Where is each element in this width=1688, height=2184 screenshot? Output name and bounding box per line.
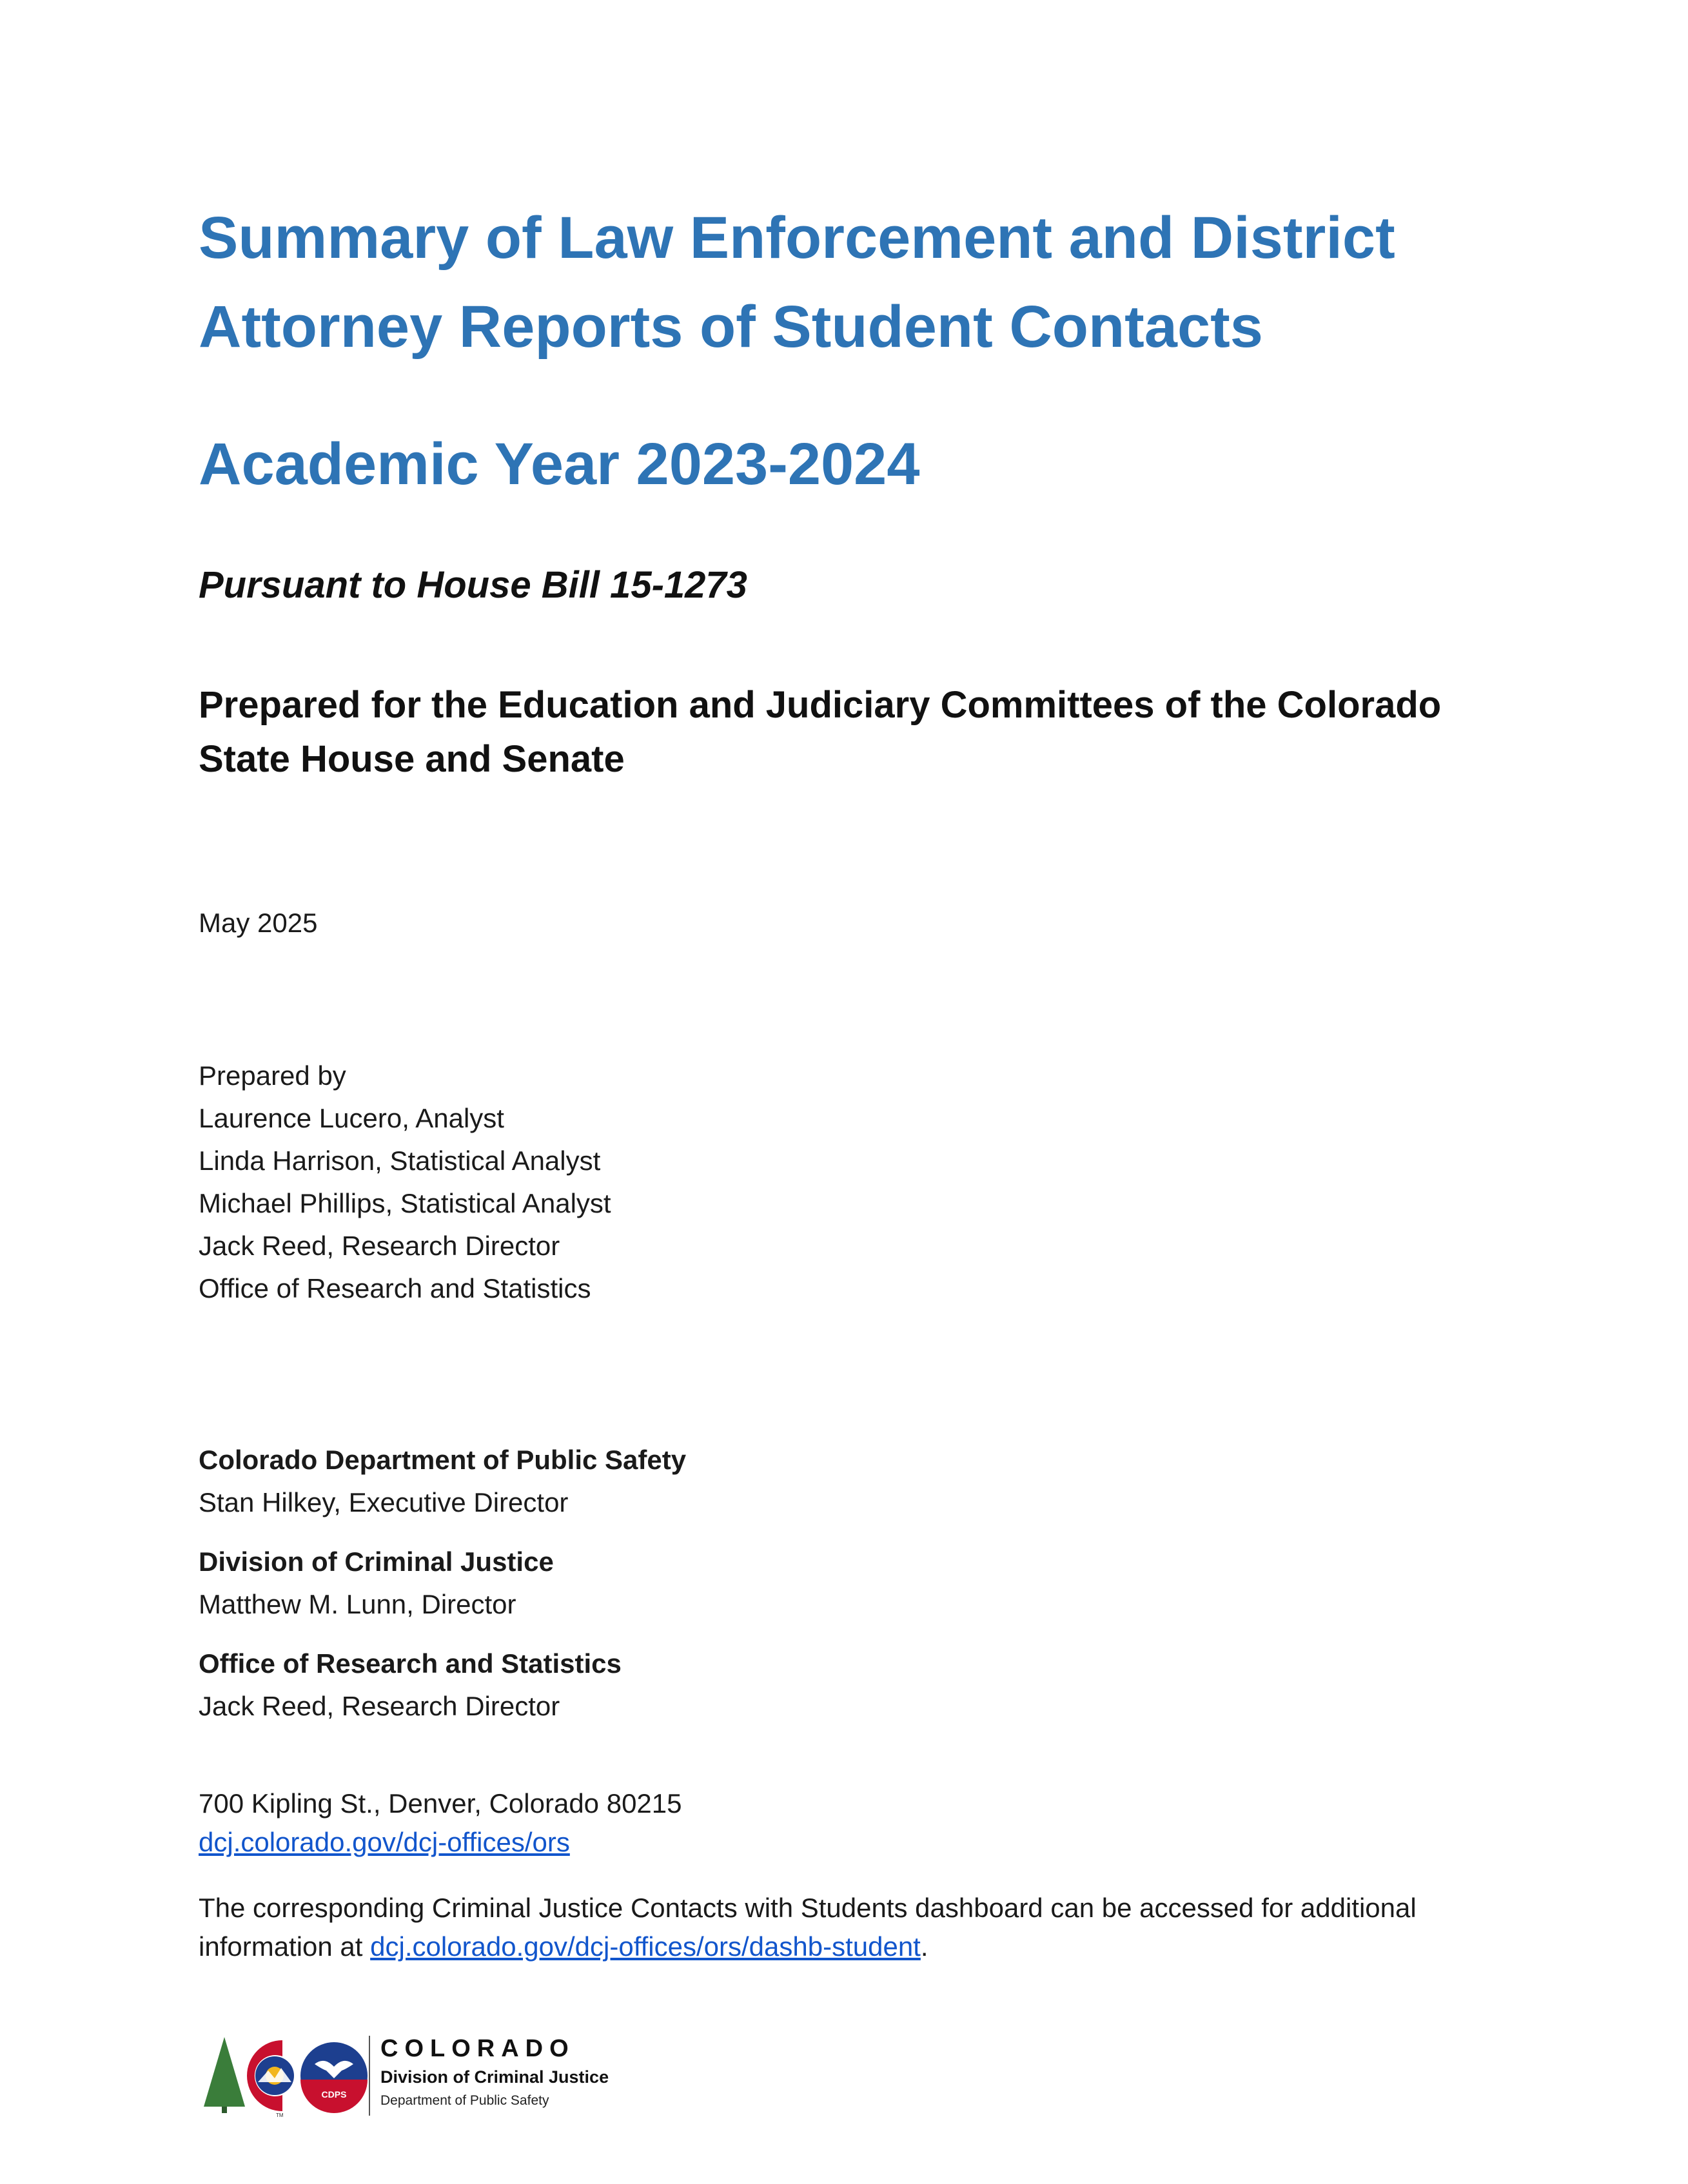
title-line-1: Summary of Law Enforcement and District xyxy=(199,205,1395,271)
author-line: Linda Harrison, Statistical Analyst xyxy=(199,1146,601,1176)
org-leader: Stan Hilkey, Executive Director xyxy=(199,1487,569,1517)
dashboard-note xyxy=(199,1889,1527,1966)
logo-text xyxy=(380,2033,609,2112)
prepared-by-block xyxy=(199,1055,611,1310)
org-name: Division of Criminal Justice xyxy=(199,1546,554,1577)
logo-division: Division of Criminal Justice xyxy=(380,2067,609,2087)
title-line-2: Attorney Reports of Student Contacts xyxy=(199,294,1263,360)
dashboard-period: . xyxy=(920,1931,928,1962)
author-line: Jack Reed, Research Director xyxy=(199,1231,560,1261)
trademark-mark: TM xyxy=(276,2112,284,2118)
author-line: Laurence Lucero, Analyst xyxy=(199,1103,504,1133)
tree-icon xyxy=(204,2037,245,2113)
logo-divider xyxy=(369,2036,370,2116)
org-name: Office of Research and Statistics xyxy=(199,1648,622,1679)
prepared-for-line-2: State House and Senate xyxy=(199,738,625,780)
prepared-for-line-1: Prepared for the Education and Judiciary Committees of the Colorado xyxy=(199,684,1442,726)
org-leader: Jack Reed, Research Director xyxy=(199,1691,560,1721)
publication-date: May 2025 xyxy=(199,908,318,938)
author-line: Michael Phillips, Statistical Analyst xyxy=(199,1188,611,1218)
logo-colorado: COLORADO xyxy=(380,2035,575,2062)
org-name: Colorado Department of Public Safety xyxy=(199,1445,687,1475)
prepared-by-heading: Prepared by xyxy=(199,1060,346,1091)
org-group xyxy=(199,1643,686,1728)
report-title xyxy=(199,193,1553,371)
pursuant-statement: Pursuant to House Bill 15-1273 xyxy=(199,564,747,606)
org-group xyxy=(199,1541,686,1626)
author-line: Office of Research and Statistics xyxy=(199,1273,591,1303)
logo-department: Department of Public Safety xyxy=(380,2093,549,2108)
cdps-badge-icon xyxy=(300,2042,368,2113)
badge-text: CDPS xyxy=(321,2089,347,2100)
colorado-c-icon xyxy=(247,2040,294,2118)
dashboard-link[interactable]: dcj.colorado.gov/dcj-offices/ors/dashb-student xyxy=(370,1931,921,1962)
prepared-for xyxy=(199,678,1553,786)
org-leader: Matthew M. Lunn, Director xyxy=(199,1589,516,1619)
academic-year: Academic Year 2023-2024 xyxy=(199,431,920,497)
contact-block xyxy=(199,1784,682,1862)
street-address: 700 Kipling St., Denver, Colorado 80215 xyxy=(199,1788,682,1818)
dashboard-text: The corresponding Criminal Justice Contacts with Students dashboard can be accessed for additional information at xyxy=(199,1893,1417,1962)
website-link[interactable]: dcj.colorado.gov/dcj-offices/ors xyxy=(199,1827,570,1857)
organization-block xyxy=(199,1439,686,1744)
org-group xyxy=(199,1439,686,1524)
